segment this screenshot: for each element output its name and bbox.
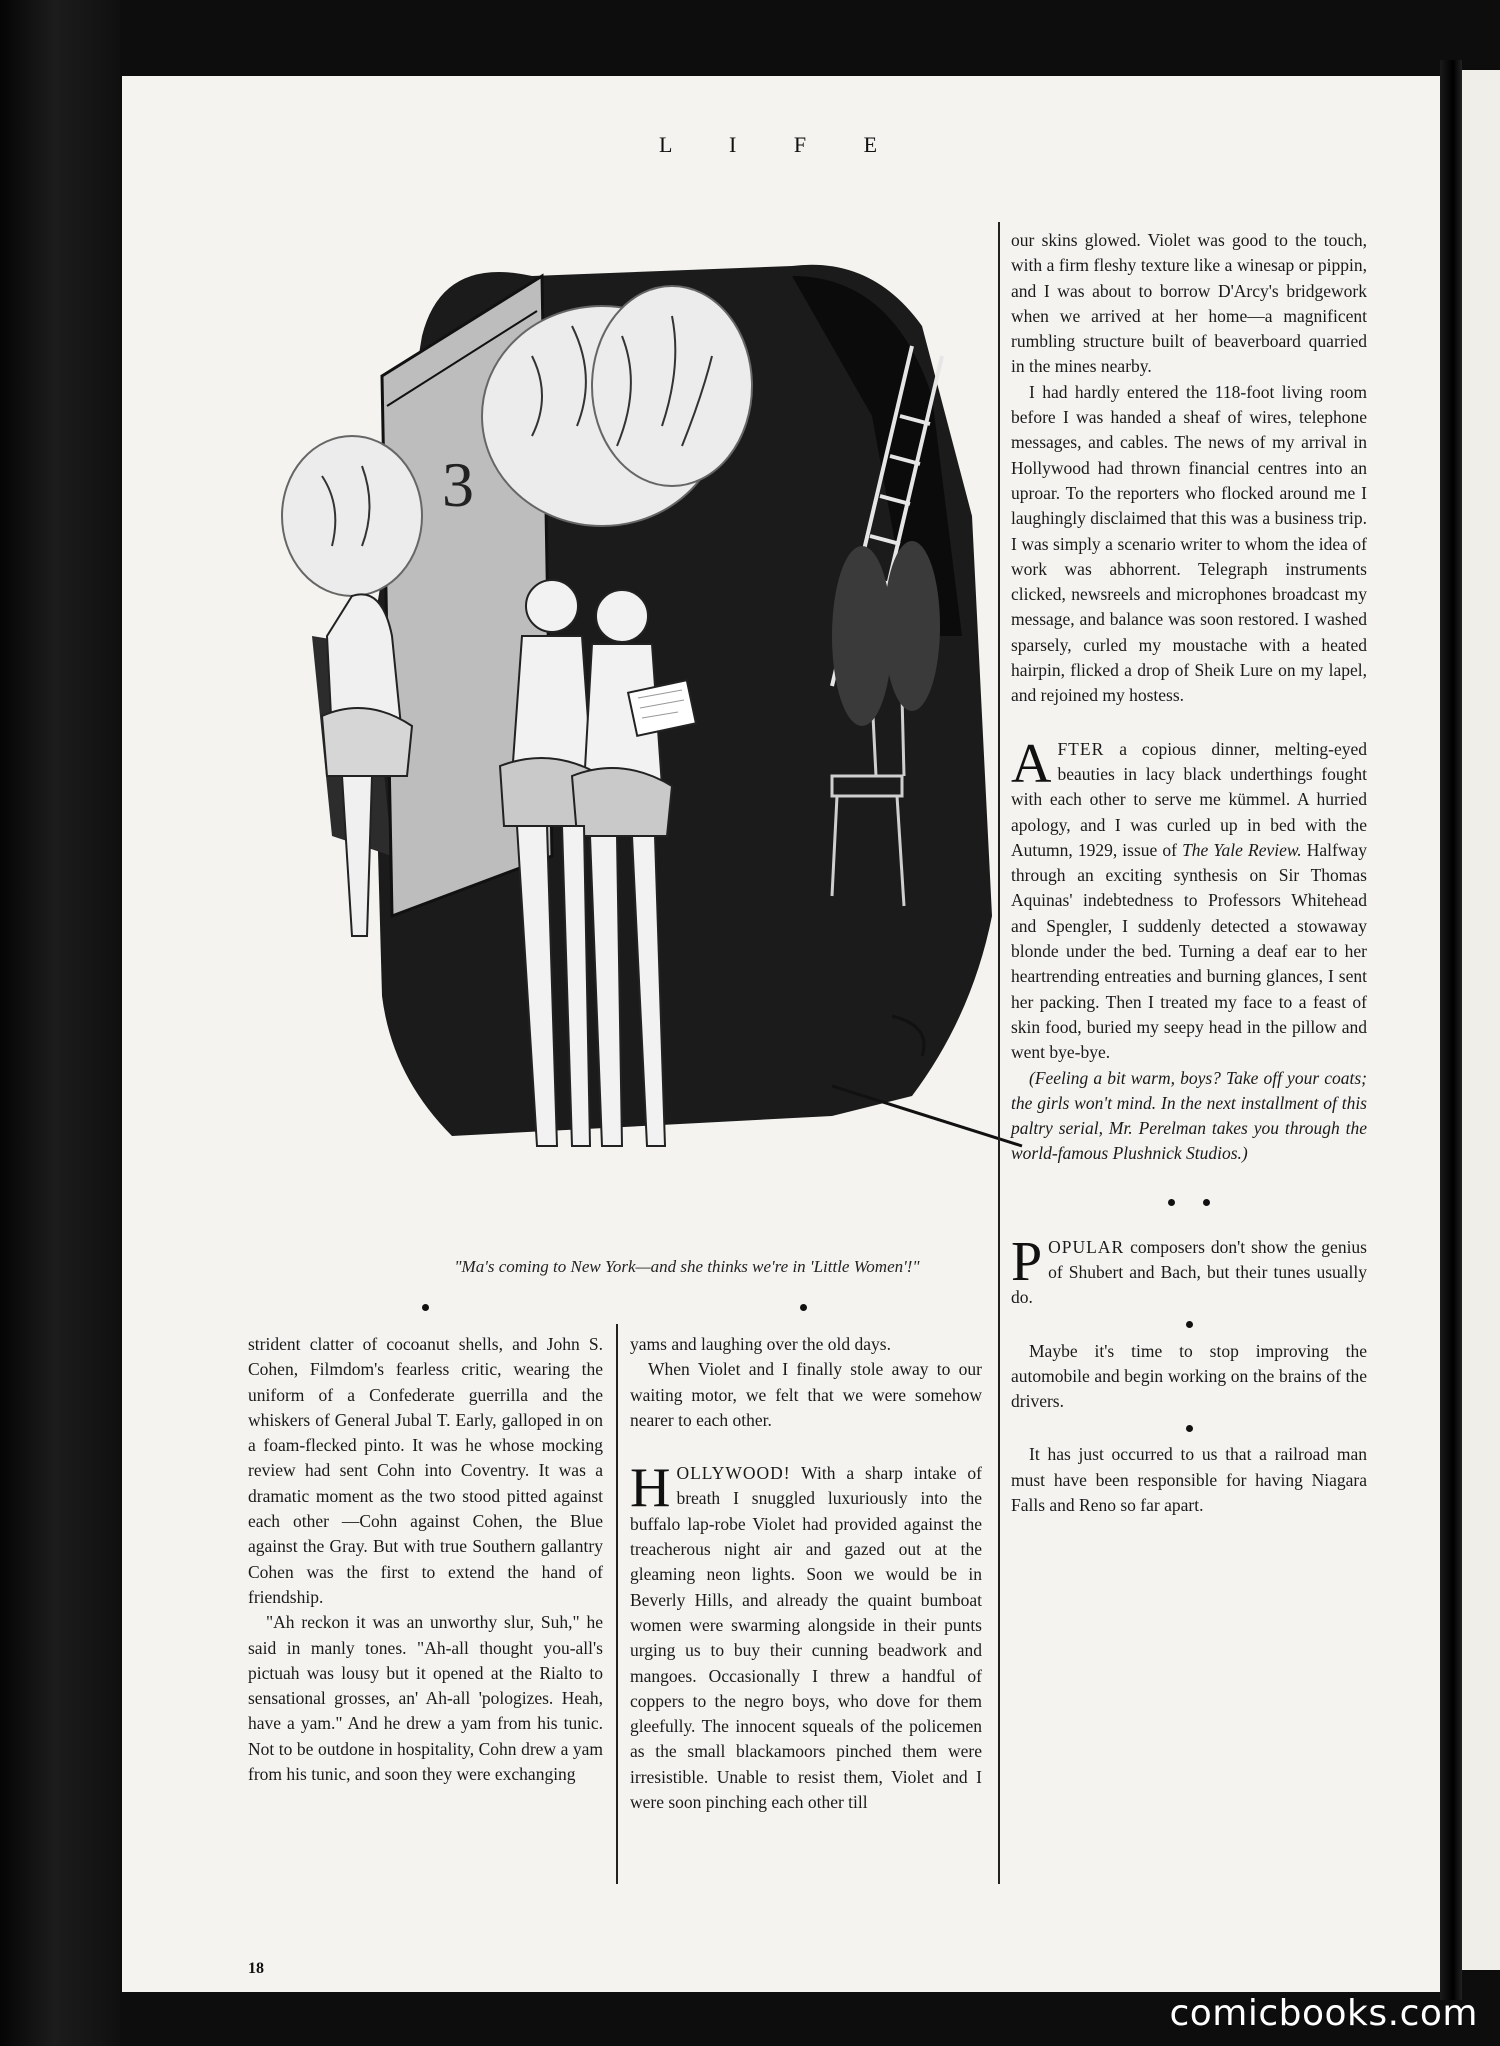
separator-dot	[800, 1304, 807, 1311]
next-page-edge	[1462, 70, 1500, 1970]
source-watermark: comicbooks.com	[1169, 1993, 1478, 2034]
lead-in: OPULAR	[1048, 1236, 1125, 1257]
column-c	[1011, 228, 1367, 1518]
paragraph-text: composers don't show the genius of Shubert and Bach, but their tunes usually do.	[1011, 1236, 1367, 1308]
paragraph-text: With a sharp intake of breath I snuggled luxuriously into the buffalo lap-robe Violet had provided against the treacherous night air and gazed out at the gleaming neon lights. Soon we would be in Beverly Hills, and already the quaint bumboat women were swarming alongside in their punts urging us to buy their cunning beadwork and mangoes. Occasionally I threw a handful of coppers to the negro boys, who dove for them gleefully. The innocent squeals of the policemen as the small blackamoors pinched them were irresistible. Unable to resist them, Violet and I were soon pinching each other till	[630, 1463, 982, 1813]
magazine-page	[122, 76, 1440, 1992]
column-b	[630, 1332, 982, 1815]
showgirls-illustration	[272, 216, 1105, 1256]
paragraph-text: Halfway through an exciting synthesis on Sir Thomas Aquinas' indebtedness to Professors Whitehead and Spengler, I suddenly detected a stowaway blonde under the bed. Turning a deaf ear to her heartrending entreaties and burning glances, I sent her packing. Then I treated my face to a feast of skin food, buried my seepy head in the pillow and went bye-bye.	[1011, 839, 1367, 1063]
magazine-title: The Yale Review.	[1182, 839, 1302, 860]
filler-joke	[1011, 1230, 1367, 1311]
drop-cap: H	[630, 1457, 671, 1520]
stage-number: 3	[442, 449, 474, 520]
paragraph: yams and laughing over the old days.	[630, 1334, 891, 1354]
editor-note: (Feeling a bit warm, boys? Take off your coats; the girls won't mind. In the next installment of this paltry serial, Mr. Perelman takes you through the world-famous Plushnick Studios.)	[1011, 1067, 1367, 1164]
paragraph: our skins glowed. Violet was good to the touch, with a firm fleshy texture like a winesap or pippin, and I was about to borrow D'Arcy's bridgework when we arrived at her home—a magnificent rumbling structure built of beaverboard quarried in the mines nearby.	[1011, 230, 1367, 377]
book-spine	[1440, 60, 1462, 2000]
filler-joke: It has just occurred to us that a railroad man must have been responsible for having Niagara Falls and Reno so far apart.	[1011, 1444, 1367, 1516]
lead-in: OLLYWOOD!	[676, 1463, 791, 1484]
paragraph-text: a copious dinner, melting-eyed beauties in lacy black underthings fought with each other to serve me kümmel. A hurried apology, and I was curled up in bed with the Autumn, 1929, issue of	[1011, 738, 1367, 860]
paragraph: When Violet and I finally stole away to our waiting motor, we felt that we were somehow nearer to each other.	[630, 1359, 982, 1430]
paragraph: I had hardly entered the 118-foot living room before I was handed a sheaf of wires, telephone messages, and cables. The news of my arrival in Hollywood had thrown financial centres into an uproar. To the reporters who flocked around me I laughingly disclaimed that this was a business trip. I was simply a scenario writer to whom the idea of work was abhorrent. Telegraph instruments clicked, newsreels and microphones broadcast my message, and balance was soon restored. I washed sparsely, curled my moustache with a heated hairpin, flicked a drop of Sheik Lure on my lapel, and rejoined my hostess.	[1011, 381, 1367, 706]
drop-cap: A	[1011, 732, 1052, 795]
masthead: L I F E	[658, 132, 904, 157]
separator-dot	[1011, 1311, 1367, 1339]
page-number: 18	[248, 1960, 264, 1977]
illustration-caption: "Ma's coming to New York—and she thinks we're in 'Little Women'!"	[454, 1257, 920, 1276]
section-paragraph	[630, 1457, 982, 1815]
drop-cap: P	[1011, 1230, 1043, 1293]
scan-left-edge	[0, 0, 120, 2046]
section-break	[1011, 1189, 1367, 1217]
column-rule	[998, 222, 1000, 1884]
column-rule	[616, 1324, 618, 1884]
separator-dot	[1011, 1414, 1367, 1442]
lead-in: FTER	[1057, 738, 1105, 759]
column-a	[248, 1332, 603, 1787]
filler-joke: Maybe it's time to stop improving the automobile and begin working on the brains of the drivers.	[1011, 1340, 1367, 1412]
paragraph: strident clatter of cocoanut shells, and John S. Cohen, Filmdom's fearless critic, wearing the uniform of a Confederate guerrilla and the whiskers of General Jubal T. Early, galloped in on a foam-flecked pinto. It was he whose mocking review had sent Cohn into Coventry. It was a dramatic moment as the two stood pitted against each other —Cohn against Cohen, the Blue against the Gray. But with true Southern gallantry Cohen was the first to extend the hand of friendship.	[248, 1334, 603, 1607]
separator-dot	[422, 1304, 429, 1311]
paragraph: "Ah reckon it was an unworthy slur, Suh," he said in manly tones. "Ah-all thought you-all's pictuah was lousy but it opened at the Rialto to sensational grosses, an' Ah-all 'pologizes. Heah, have a yam." And he drew a yam from his tunic. Not to be outdone in hospitality, Cohn drew a yam from his tunic, and soon they were exchanging	[248, 1612, 603, 1785]
section-paragraph	[1011, 732, 1367, 1066]
